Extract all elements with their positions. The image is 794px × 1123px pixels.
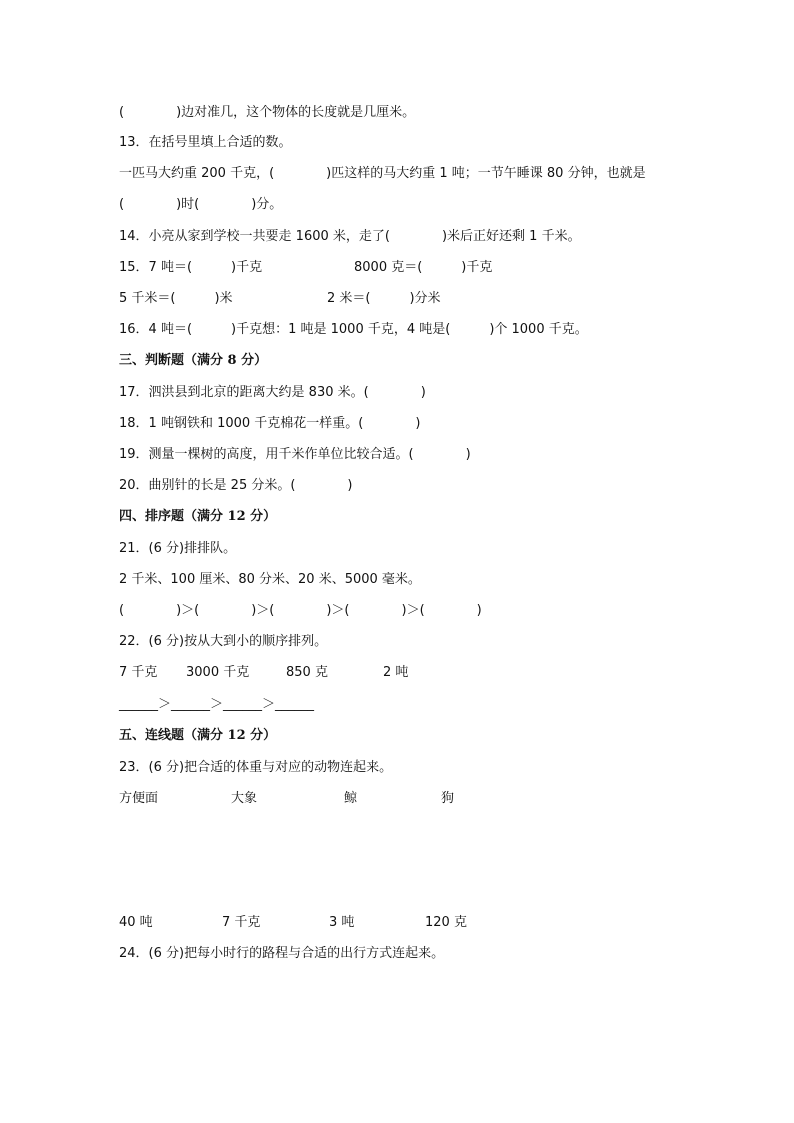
q16: 16．4 吨＝( )千克想：1 吨是 1000 千克，4 吨是( )个 1000 千克。	[119, 322, 588, 337]
q13-title: 13．在括号里填上合适的数。	[119, 135, 292, 150]
section-4-heading: 四、排序题（满分 12 分）	[119, 509, 277, 524]
q15-item1: 15．7 吨＝( )千克	[119, 260, 263, 275]
q19: 19．测量一棵树的高度，用千米作单位比较合适。( )	[119, 447, 471, 462]
q15-item2: 8000 克＝( )千克	[354, 260, 493, 275]
q22-item: 850 克	[286, 665, 328, 680]
q21-title: 21．(6 分)排排队。	[119, 541, 237, 556]
q12-tail: ( )边对准几，这个物体的长度就是几厘米。	[119, 105, 416, 120]
q23-animal: 方便面	[119, 791, 159, 806]
q21-answer-blanks: ( )＞( )＞( )＞( )＞( )	[119, 603, 482, 618]
q13-line2: ( )时( )分。	[119, 197, 283, 212]
q23-animal: 鲸	[344, 791, 358, 806]
q22-item: 7 千克	[119, 665, 158, 680]
q23-animal: 大象	[231, 791, 258, 806]
q20: 20．曲别针的长是 25 分米。( )	[119, 478, 353, 493]
q23-weight: 120 克	[425, 915, 467, 930]
q23-title: 23．(6 分)把合适的体重与对应的动物连起来。	[119, 760, 393, 775]
q22-title: 22．(6 分)按从大到小的顺序排列。	[119, 634, 328, 649]
q22-answer-blanks: ______＞______＞______＞______	[119, 697, 315, 712]
q22-item: 3000 千克	[186, 665, 250, 680]
q24-title: 24．(6 分)把每小时行的路程与合适的出行方式连起来。	[119, 946, 445, 961]
section-5-heading: 五、连线题（满分 12 分）	[119, 728, 277, 743]
q18: 18．1 吨钢铁和 1000 千克棉花一样重。( )	[119, 416, 421, 431]
q15-item4: 2 米＝( )分米	[327, 291, 441, 306]
q23-weight: 7 千克	[222, 915, 261, 930]
q23-weight: 40 吨	[119, 915, 153, 930]
q14: 14．小亮从家到学校一共要走 1600 米，走了( )米后正好还剩 1 千米。	[119, 229, 581, 244]
q22-item: 2 吨	[383, 665, 409, 680]
q23-animal: 狗	[441, 791, 455, 806]
q13-line1: 一匹马大约重 200 千克，( )匹这样的马大约重 1 吨；一节午睡课 80 分钟，也就是	[119, 166, 646, 181]
q15-item3: 5 千米＝( )米	[119, 291, 233, 306]
q17: 17．泗洪县到北京的距离大约是 830 米。( )	[119, 385, 426, 400]
q21-items: 2 千米、100 厘米、80 分米、20 米、5000 毫米。	[119, 572, 421, 587]
section-3-heading: 三、判断题（满分 8 分）	[119, 353, 268, 368]
q23-weight: 3 吨	[329, 915, 355, 930]
